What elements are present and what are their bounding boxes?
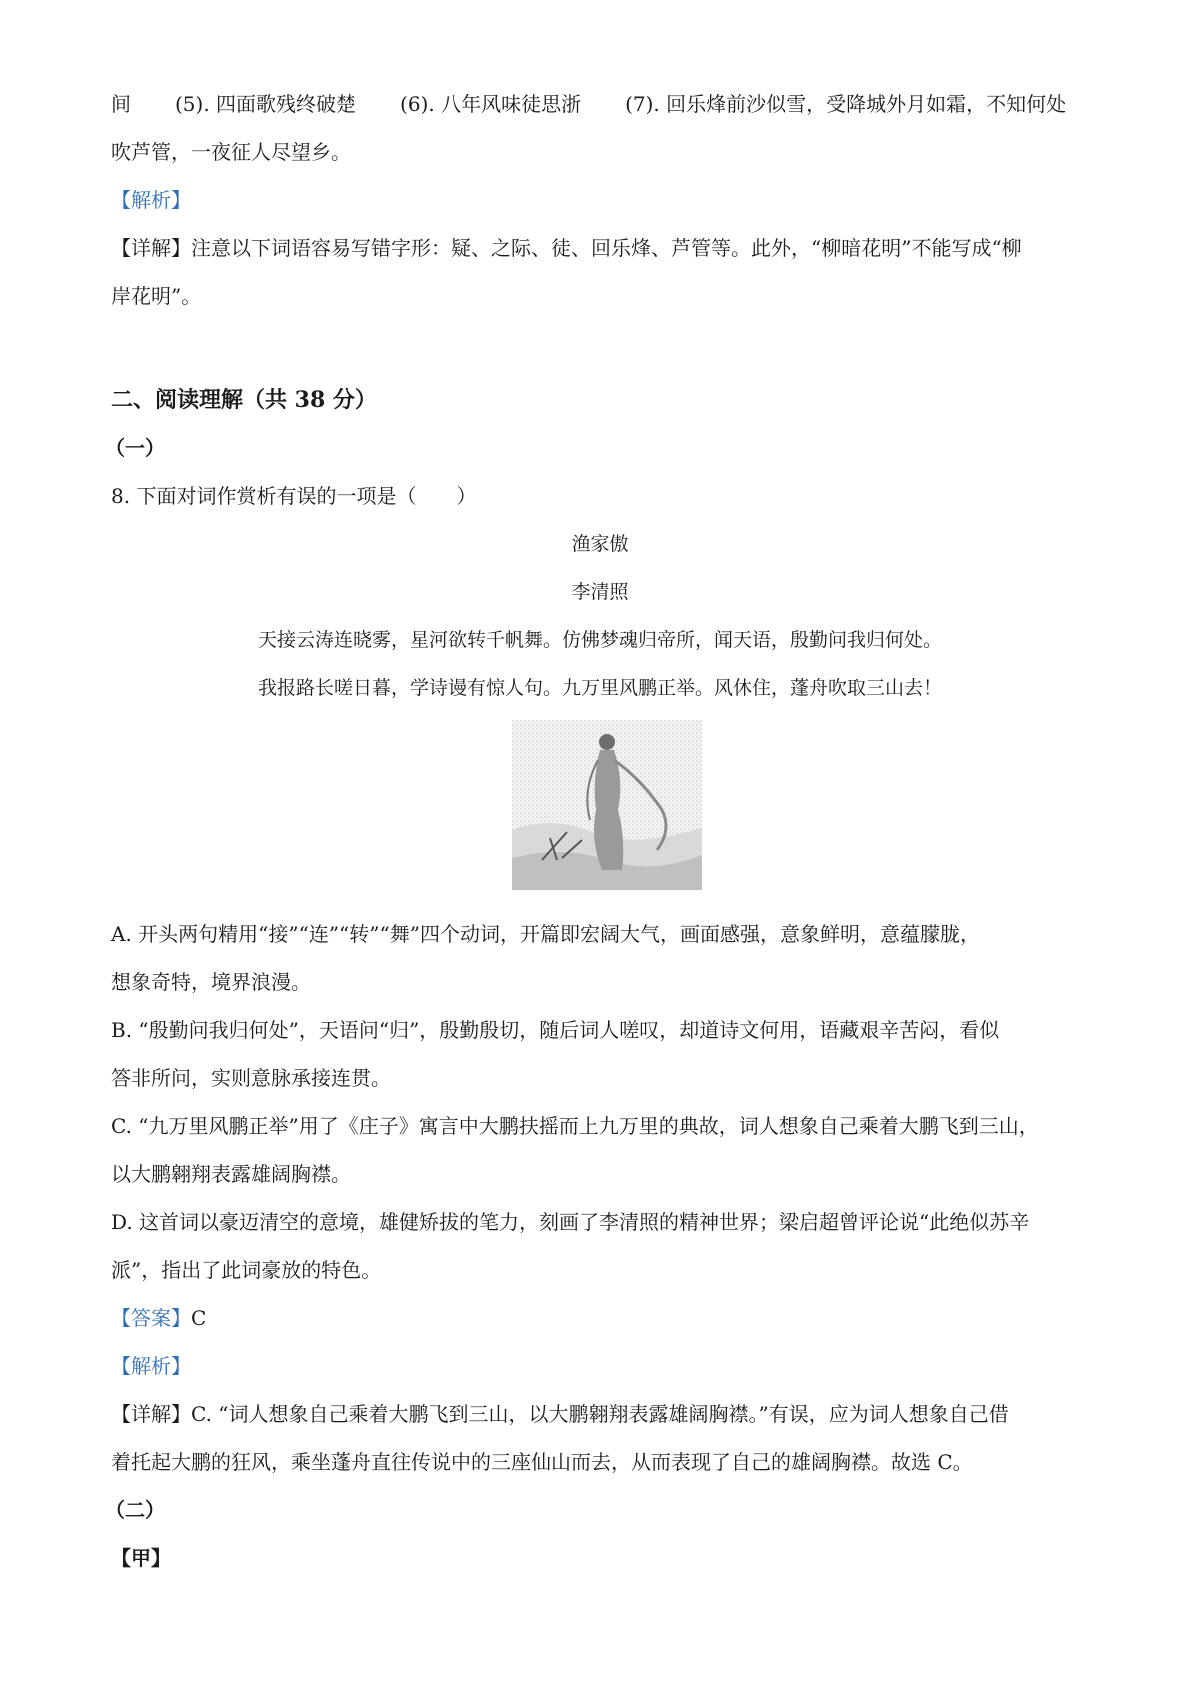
- analysis-tag: 【解析】: [111, 1354, 191, 1378]
- prev-detail-line2: 岸花明”。: [111, 284, 202, 308]
- section-heading: 二、阅读理解（共 38 分）: [111, 387, 377, 413]
- prev-analysis-tag: 【解析】: [111, 188, 191, 212]
- detail-line1: 【详解】C. “词人想象自己乘着大鹏飞到三山，以大鹏翱翔表露雄阔胸襟。”有误，应为词人想象自己借: [111, 1402, 1009, 1426]
- prev-answer-5: (5). 四面歌残终破楚: [175, 92, 357, 116]
- answer-tag: 【答案】: [111, 1306, 191, 1330]
- option-D-line1: D. 这首词以豪迈清空的意境，雄健矫拔的笔力，刻画了李清照的精神世界；梁启超曾评论说“此绝似苏辛: [111, 1210, 1030, 1234]
- passage-jia-label: 【甲】: [111, 1546, 171, 1570]
- prev-answer-7: (7). 回乐烽前沙似雪，受降城外月如霜，不知何处: [625, 92, 1067, 116]
- prev-detail-line1: 【详解】注意以下词语容易写错字形：疑、之际、徒、回乐烽、芦管等。此外，“柳暗花明”不能写成“柳: [111, 236, 1022, 260]
- answer-line: [111, 1304, 206, 1332]
- question-8-stem: 8. 下面对词作赏析有误的一项是（ ）: [111, 484, 477, 508]
- poem-author: 李清照: [571, 581, 629, 603]
- option-D-line2: 派”，指出了此词豪放的特色。: [111, 1258, 382, 1282]
- option-A-line2: 想象奇特，境界浪漫。: [111, 970, 311, 994]
- poem-title: 渔家傲: [571, 533, 629, 555]
- poem-illustration: [512, 720, 702, 890]
- poem-line-1: 天接云涛连晓雾，星河欲转千帆舞。仿佛梦魂归帝所，闻天语，殷勤问我归何处。: [257, 629, 942, 651]
- detail-line2: 着托起大鹏的狂风，乘坐蓬舟直往传说中的三座仙山而去，从而表现了自己的雄阔胸襟。故选 C。: [111, 1450, 973, 1474]
- prev-answers-line1: [111, 90, 1066, 118]
- option-A-line1: A. 开头两句精用“接”“连”“转”“舞”四个动词，开篇即宏阔大气，画面感强，意象鲜明，意蕴朦胧，: [111, 922, 980, 946]
- poem-line-2: 我报路长嗟日暮，学诗谩有惊人句。九万里风鹏正举。风休住，蓬舟吹取三山去！: [257, 677, 942, 699]
- prev-answers-line2: 吹芦管，一夜征人尽望乡。: [111, 140, 351, 164]
- part-two-label: （二）: [105, 1498, 165, 1522]
- option-B-line2: 答非所问，实则意脉承接连贯。: [111, 1066, 391, 1090]
- option-B-line1: B. “殷勤问我归何处”，天语问“归”，殷勤殷切，随后词人嗟叹，却道诗文何用，语藏艰辛苦闷，看似: [111, 1018, 1000, 1042]
- option-C-line2: 以大鹏翱翔表露雄阔胸襟。: [111, 1162, 351, 1186]
- prev-answer-start: 间: [111, 92, 131, 116]
- prev-answer-6: (6). 八年风味徒思浙: [400, 92, 582, 116]
- part-one-label: （一）: [105, 436, 165, 460]
- option-C-line1: C. “九万里风鹏正举”用了《庄子》寓言中大鹏扶摇而上九万里的典故，词人想象自己乘着大鹏飞到三山，: [111, 1114, 1039, 1138]
- answer-value: C: [191, 1306, 207, 1330]
